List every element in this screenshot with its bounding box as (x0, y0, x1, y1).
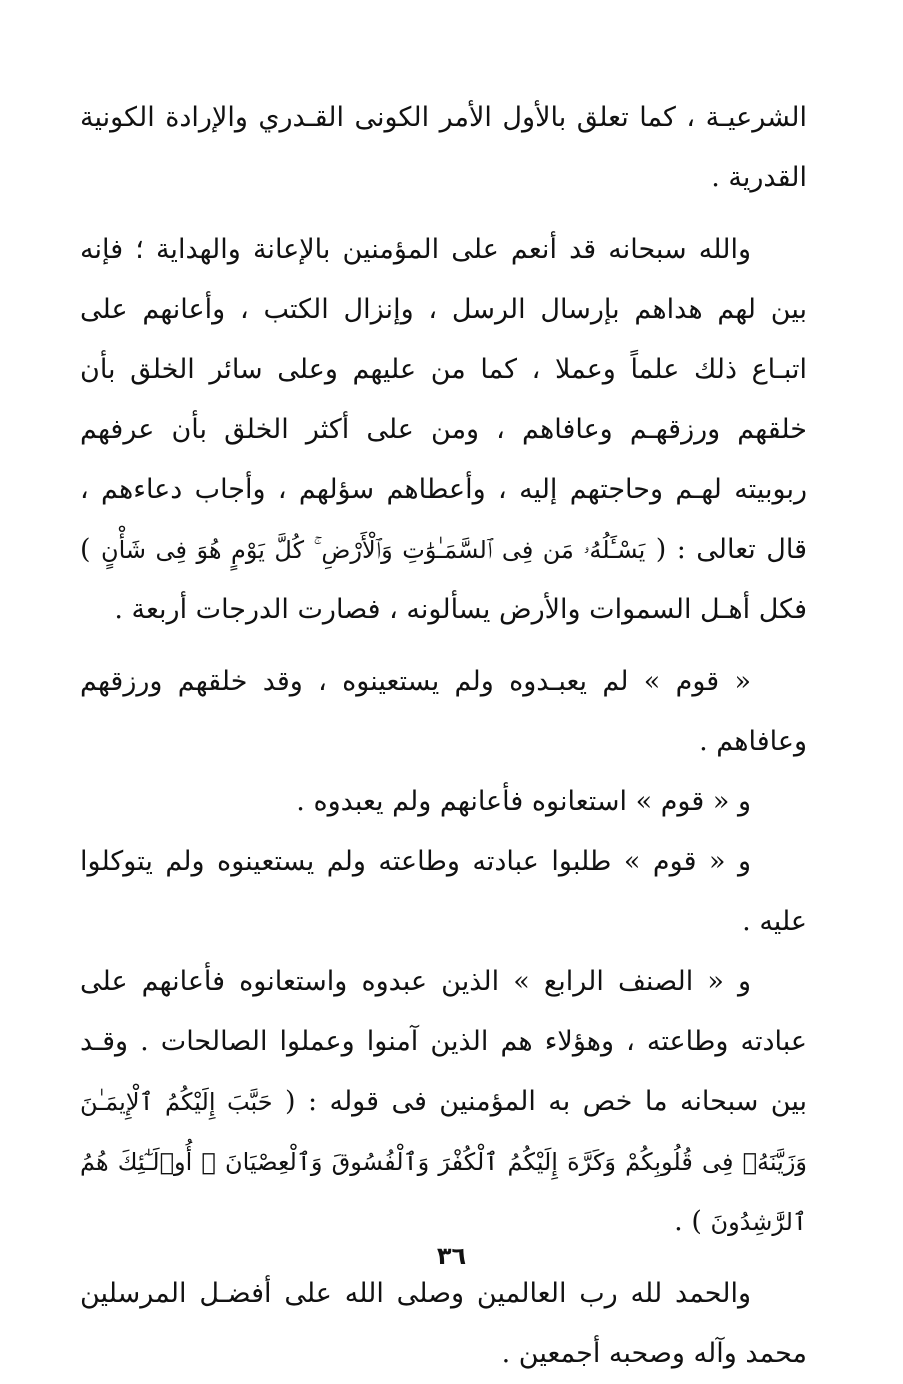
paragraph-group-three (80, 832, 807, 952)
paragraph-group-two (80, 772, 807, 832)
quran-verse: يَسْـَٔلُهُۥ مَن فِى ٱلسَّمَـٰوَٰتِ وَٱلْأَرْضِ ۚ كُلَّ يَوْمٍ هُوَ فِى شَأْنٍ (100, 536, 646, 564)
paragraph-text: الشرعيـة ، كما تعلق بالأول الأمر الكونى القـدري والإرادة الكونية القدرية . (80, 102, 807, 193)
paragraph-continuation (80, 88, 807, 208)
paragraph-text: والله سبحانه قد أنعم على المؤمنين بالإعانة والهداية ؛ فإنه بين لهم هداهم بإرسال الرسل ، وإنزال الكتب ، وأعانهم على اتبـاع ذلك علماً وعملا ، كما من عليهم وعلى سائر الخلق بأن خلقهم ورزقهـم وعافاهم ، ومن على أكثر الخلق بأن عرفهم ربوبيته لهـم وحاجتهم إليه ، وأعطاهم سؤلهم ، وأجاب دعاءهم ، قال تعالى : ( (80, 234, 807, 565)
paragraph-text-tail: ) . (674, 1206, 702, 1237)
paragraph-text: « قوم » لم يعبـدوه ولم يستعينوه ، وقد خلقهم ورزقهم وعافاهم . (80, 666, 807, 757)
paragraph-text: و « قوم » استعانوه فأعانهم ولم يعبدوه . (296, 786, 751, 817)
body-text (80, 88, 807, 1384)
page-number: ٣٦ (436, 1242, 467, 1270)
paragraph-text: و « قوم » طلبوا عبادته وطاعته ولم يستعينوه ولم يتوكلوا عليه . (80, 846, 807, 937)
paragraph-text-tail: ) فكل أهـل السموات والأرض يسألونه ، فصارت الدرجات أربعة . (80, 534, 807, 625)
paragraph-divine-grace (80, 220, 807, 640)
paragraph-closing (80, 1264, 807, 1384)
paragraph-group-four (80, 952, 807, 1252)
paragraph-text: والحمد لله رب العالمين وصلى الله على أفضـل المرسلين محمد وآله وصحبه أجمعين . (80, 1278, 807, 1369)
paragraph-group-one (80, 652, 807, 772)
paragraph-text: و « الصنف الرابع » الذين عبدوه واستعانوه فأعانهم على عبادته وطاعته ، وهؤلاء هم الذين آمنوا وعملوا الصالحات . وقـد بين سبحانه ما خص به المؤمنين فى قوله : ( (80, 966, 807, 1117)
quran-verse: حَبَّبَ إِلَيْكُمُ ٱلْإِيمَـٰنَ وَزَيَّنَهُۥ فِى قُلُوبِكُمْ وَكَرَّهَ إِلَيْكُمُ ٱلْكُفْرَ وَٱلْفُسُوقَ وَٱلْعِصْيَانَ ۚ أُو۟لَـٰٓئِكَ هُمُ ٱلرَّٰشِدُونَ (80, 1088, 807, 1236)
